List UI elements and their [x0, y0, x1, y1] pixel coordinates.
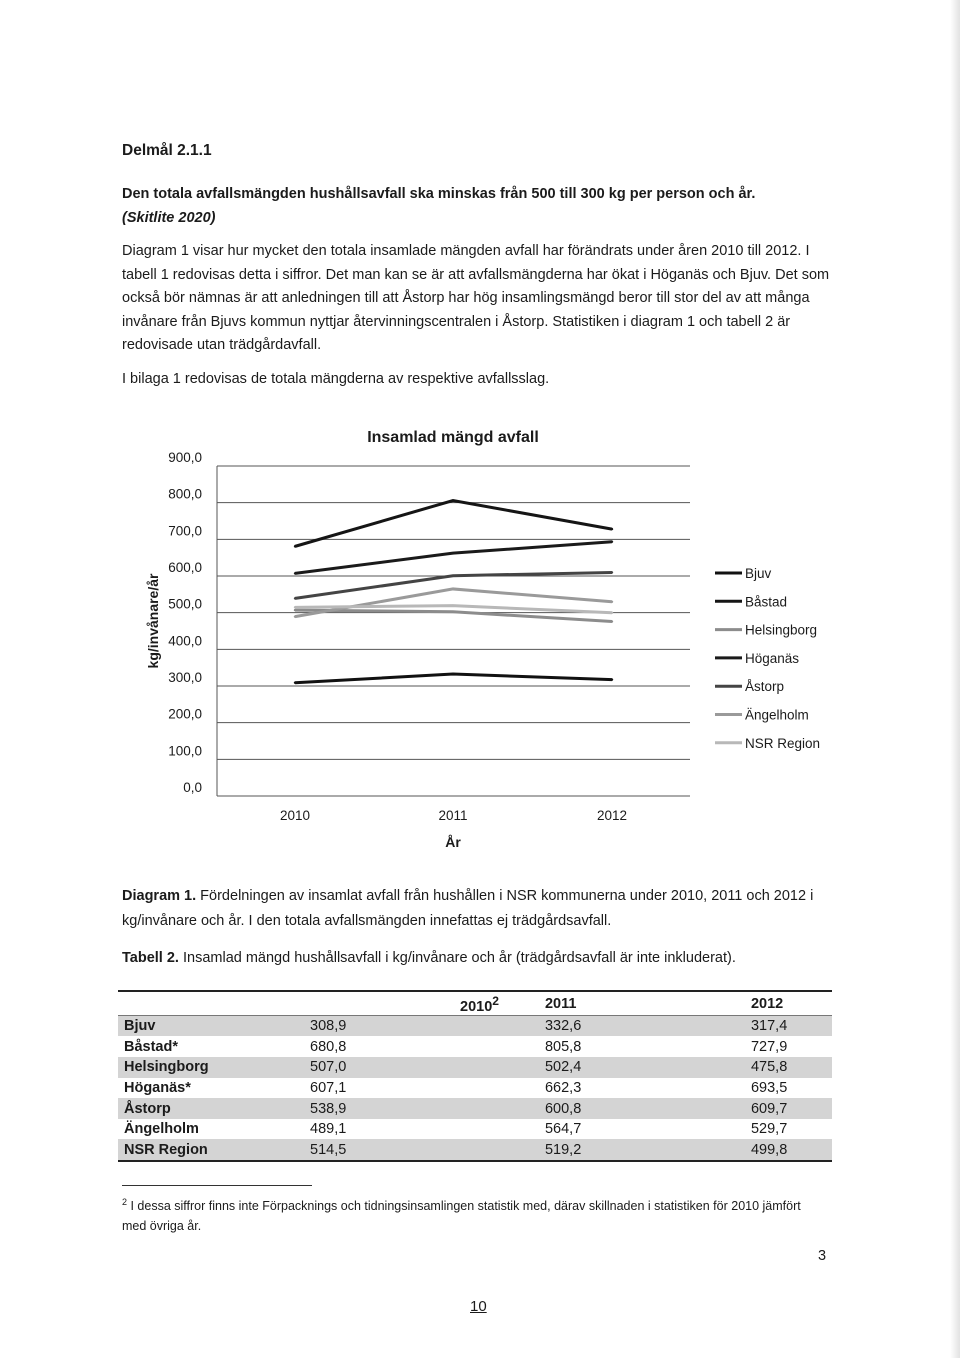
table-cell: 693,5 — [750, 1079, 788, 1096]
intro-paragraph: Diagram 1 visar hur mycket den totala insamlade mängden avfall har förändrats under åren 2010 till 2012. I tabell 1 redovisas detta i siffror. Det man kan se är att avfallsmängderna har ökat i Höganäs och Bjuv. Det som också bör nämnas är att anledningen till att Åstorp har hög insamlingsmängd beror till stor del av att många invånare från Bjuvs kommun nyttjar återvinningscentralen i Åstorp. Statistiken i diagram 1 och tabell 2 är redovisade utan trädgårdavfall. — [122, 243, 830, 353]
legend-label: Åstorp — [745, 679, 785, 695]
row-label: Bjuv — [118, 1015, 280, 1036]
table-cell: 805,8 — [544, 1038, 582, 1055]
data-point — [452, 588, 454, 590]
y-tick-label: 0,0 — [183, 780, 202, 795]
data-point — [452, 604, 454, 606]
table-cell: 489,1 — [310, 1121, 347, 1138]
legend-label: Höganäs — [745, 650, 800, 666]
x-tick-label: 2012 — [596, 808, 628, 823]
section-heading: Delmål 2.1.1 — [122, 142, 212, 159]
data-point — [611, 528, 613, 530]
table-cell: 507,0 — [280, 1057, 505, 1078]
table-caption — [122, 950, 832, 966]
y-tick-label: 100,0 — [168, 743, 202, 759]
footnote-mark: 2 — [122, 1197, 128, 1207]
table-header-empty — [118, 991, 280, 1015]
row-label: NSR Region — [118, 1139, 280, 1161]
page-number: 3 — [818, 1248, 827, 1264]
y-tick-label: 500,0 — [168, 596, 202, 612]
table-cell: 317,4 — [701, 1015, 832, 1036]
table-header-2010: 2010$^2$ — [460, 994, 499, 1015]
footnote-text: I dessa siffror finns inte Förpacknings och tidningsinsamlingen statistik med, därav skillnaden i statistiken för 2010 jämfört med övriga år. — [122, 1199, 801, 1234]
y-tick-label: 200,0 — [168, 706, 202, 722]
chart-title: Insamlad mängd avfall — [367, 429, 539, 446]
line-chart — [140, 418, 840, 858]
table-cell: 308,9 — [280, 1015, 505, 1036]
table-cell: 607,1 — [310, 1079, 347, 1096]
table-cell: 538,9 — [280, 1098, 505, 1119]
x-tick-label: 2010 — [279, 808, 311, 823]
table-row — [118, 1036, 832, 1057]
series-line-höganäs — [295, 542, 612, 574]
table-row — [118, 1139, 832, 1161]
diagram-caption-text: Fördelningen av insamlat avfall från hushållen i NSR kommunerna under 2010, 2011 och 2012 i kg/invånare och år. I den totala avfallsmängden innefattas ej trädgårdsavfall. — [122, 888, 814, 929]
data-point — [452, 611, 454, 613]
table-cell: 529,7 — [750, 1121, 788, 1138]
x-tick-label: 2011 — [438, 808, 468, 823]
footnote-ref: 2 — [492, 994, 499, 1008]
y-tick-label: 600,0 — [168, 560, 202, 575]
table-cell: 609,7 — [701, 1098, 832, 1119]
legend-label: Ängelholm — [745, 707, 809, 723]
data-point — [611, 571, 613, 573]
goal-source: (Skitlite 2020) — [122, 210, 216, 226]
data-point — [611, 541, 613, 543]
legend-label: NSR Region — [745, 735, 821, 751]
diagram-caption — [122, 884, 832, 934]
data-point — [611, 678, 613, 680]
page-edge-shadow — [950, 0, 960, 1358]
table-cell: 514,5 — [280, 1139, 505, 1161]
y-tick-label: 900,0 — [168, 450, 202, 465]
series-line-bjuv — [295, 674, 612, 683]
legend-label: Båstad — [745, 594, 788, 610]
data-point — [611, 601, 613, 603]
table-row — [118, 1015, 832, 1036]
goal-statement — [122, 182, 822, 230]
table-cell: 600,8 — [505, 1098, 701, 1119]
row-label: Ängelholm — [124, 1121, 199, 1138]
table-row — [118, 1057, 832, 1078]
table-row — [118, 1078, 832, 1099]
table-cell: 662,3 — [544, 1079, 582, 1096]
table-row — [118, 1119, 832, 1140]
data-point — [452, 575, 454, 577]
row-label: Höganäs* — [124, 1079, 191, 1096]
table-caption-label: Tabell 2. — [122, 950, 179, 966]
data-point — [452, 673, 454, 675]
table-cell: 475,8 — [701, 1057, 832, 1078]
y-tick-label: 800,0 — [168, 486, 202, 502]
data-point — [294, 615, 296, 617]
goal-text: Den totala avfallsmängden hushållsavfall ska minskas från 500 till 300 kg per person och år. — [122, 186, 756, 202]
y-axis-label: kg/invånare/år — [145, 573, 161, 669]
table-cell: 502,4 — [505, 1057, 701, 1078]
data-point — [452, 499, 454, 501]
legend-label: Helsingborg — [745, 622, 818, 638]
legend-label: Bjuv — [745, 566, 772, 581]
waste-table — [118, 990, 832, 1162]
data-point — [294, 609, 296, 611]
table-header-2012: 2012 — [750, 996, 784, 1013]
y-tick-label: 700,0 — [168, 523, 202, 539]
appendix-note: I bilaga 1 redovisas de totala mängderna av respektive avfallsslag. — [122, 371, 550, 387]
table-cell: 564,7 — [544, 1121, 582, 1138]
data-point — [294, 545, 296, 547]
table-header-row — [118, 991, 832, 1015]
table-cell: 680,8 — [310, 1038, 347, 1055]
table-caption-text: Insamlad mängd hushållsavfall i kg/invånare och år (trädgårdsavfall är inte inkluderat). — [178, 950, 736, 966]
footnote — [122, 1192, 822, 1236]
row-label: Åstorp — [118, 1098, 280, 1119]
data-point — [294, 682, 296, 684]
y-tick-label: 400,0 — [168, 633, 202, 649]
table-cell: 332,6 — [505, 1015, 701, 1036]
table-cell: 727,9 — [750, 1038, 788, 1055]
data-point — [294, 572, 296, 574]
row-label: Helsingborg — [118, 1057, 280, 1078]
table-row — [118, 1098, 832, 1119]
y-tick-label: 300,0 — [168, 670, 202, 685]
x-axis-label: År — [445, 834, 461, 850]
data-point — [294, 597, 296, 599]
table-cell: 519,2 — [505, 1139, 701, 1161]
diagram-caption-label: Diagram 1. — [122, 888, 197, 904]
data-point — [611, 612, 613, 614]
footnote-rule — [122, 1185, 312, 1186]
table-cell: 499,8 — [701, 1139, 832, 1161]
row-label: Båstad* — [124, 1038, 178, 1055]
data-point — [452, 552, 454, 554]
table-header-2011: 2011 — [544, 996, 577, 1013]
data-point — [611, 620, 613, 622]
bottom-page-number: 10 — [470, 1298, 487, 1315]
data-point — [294, 606, 296, 608]
